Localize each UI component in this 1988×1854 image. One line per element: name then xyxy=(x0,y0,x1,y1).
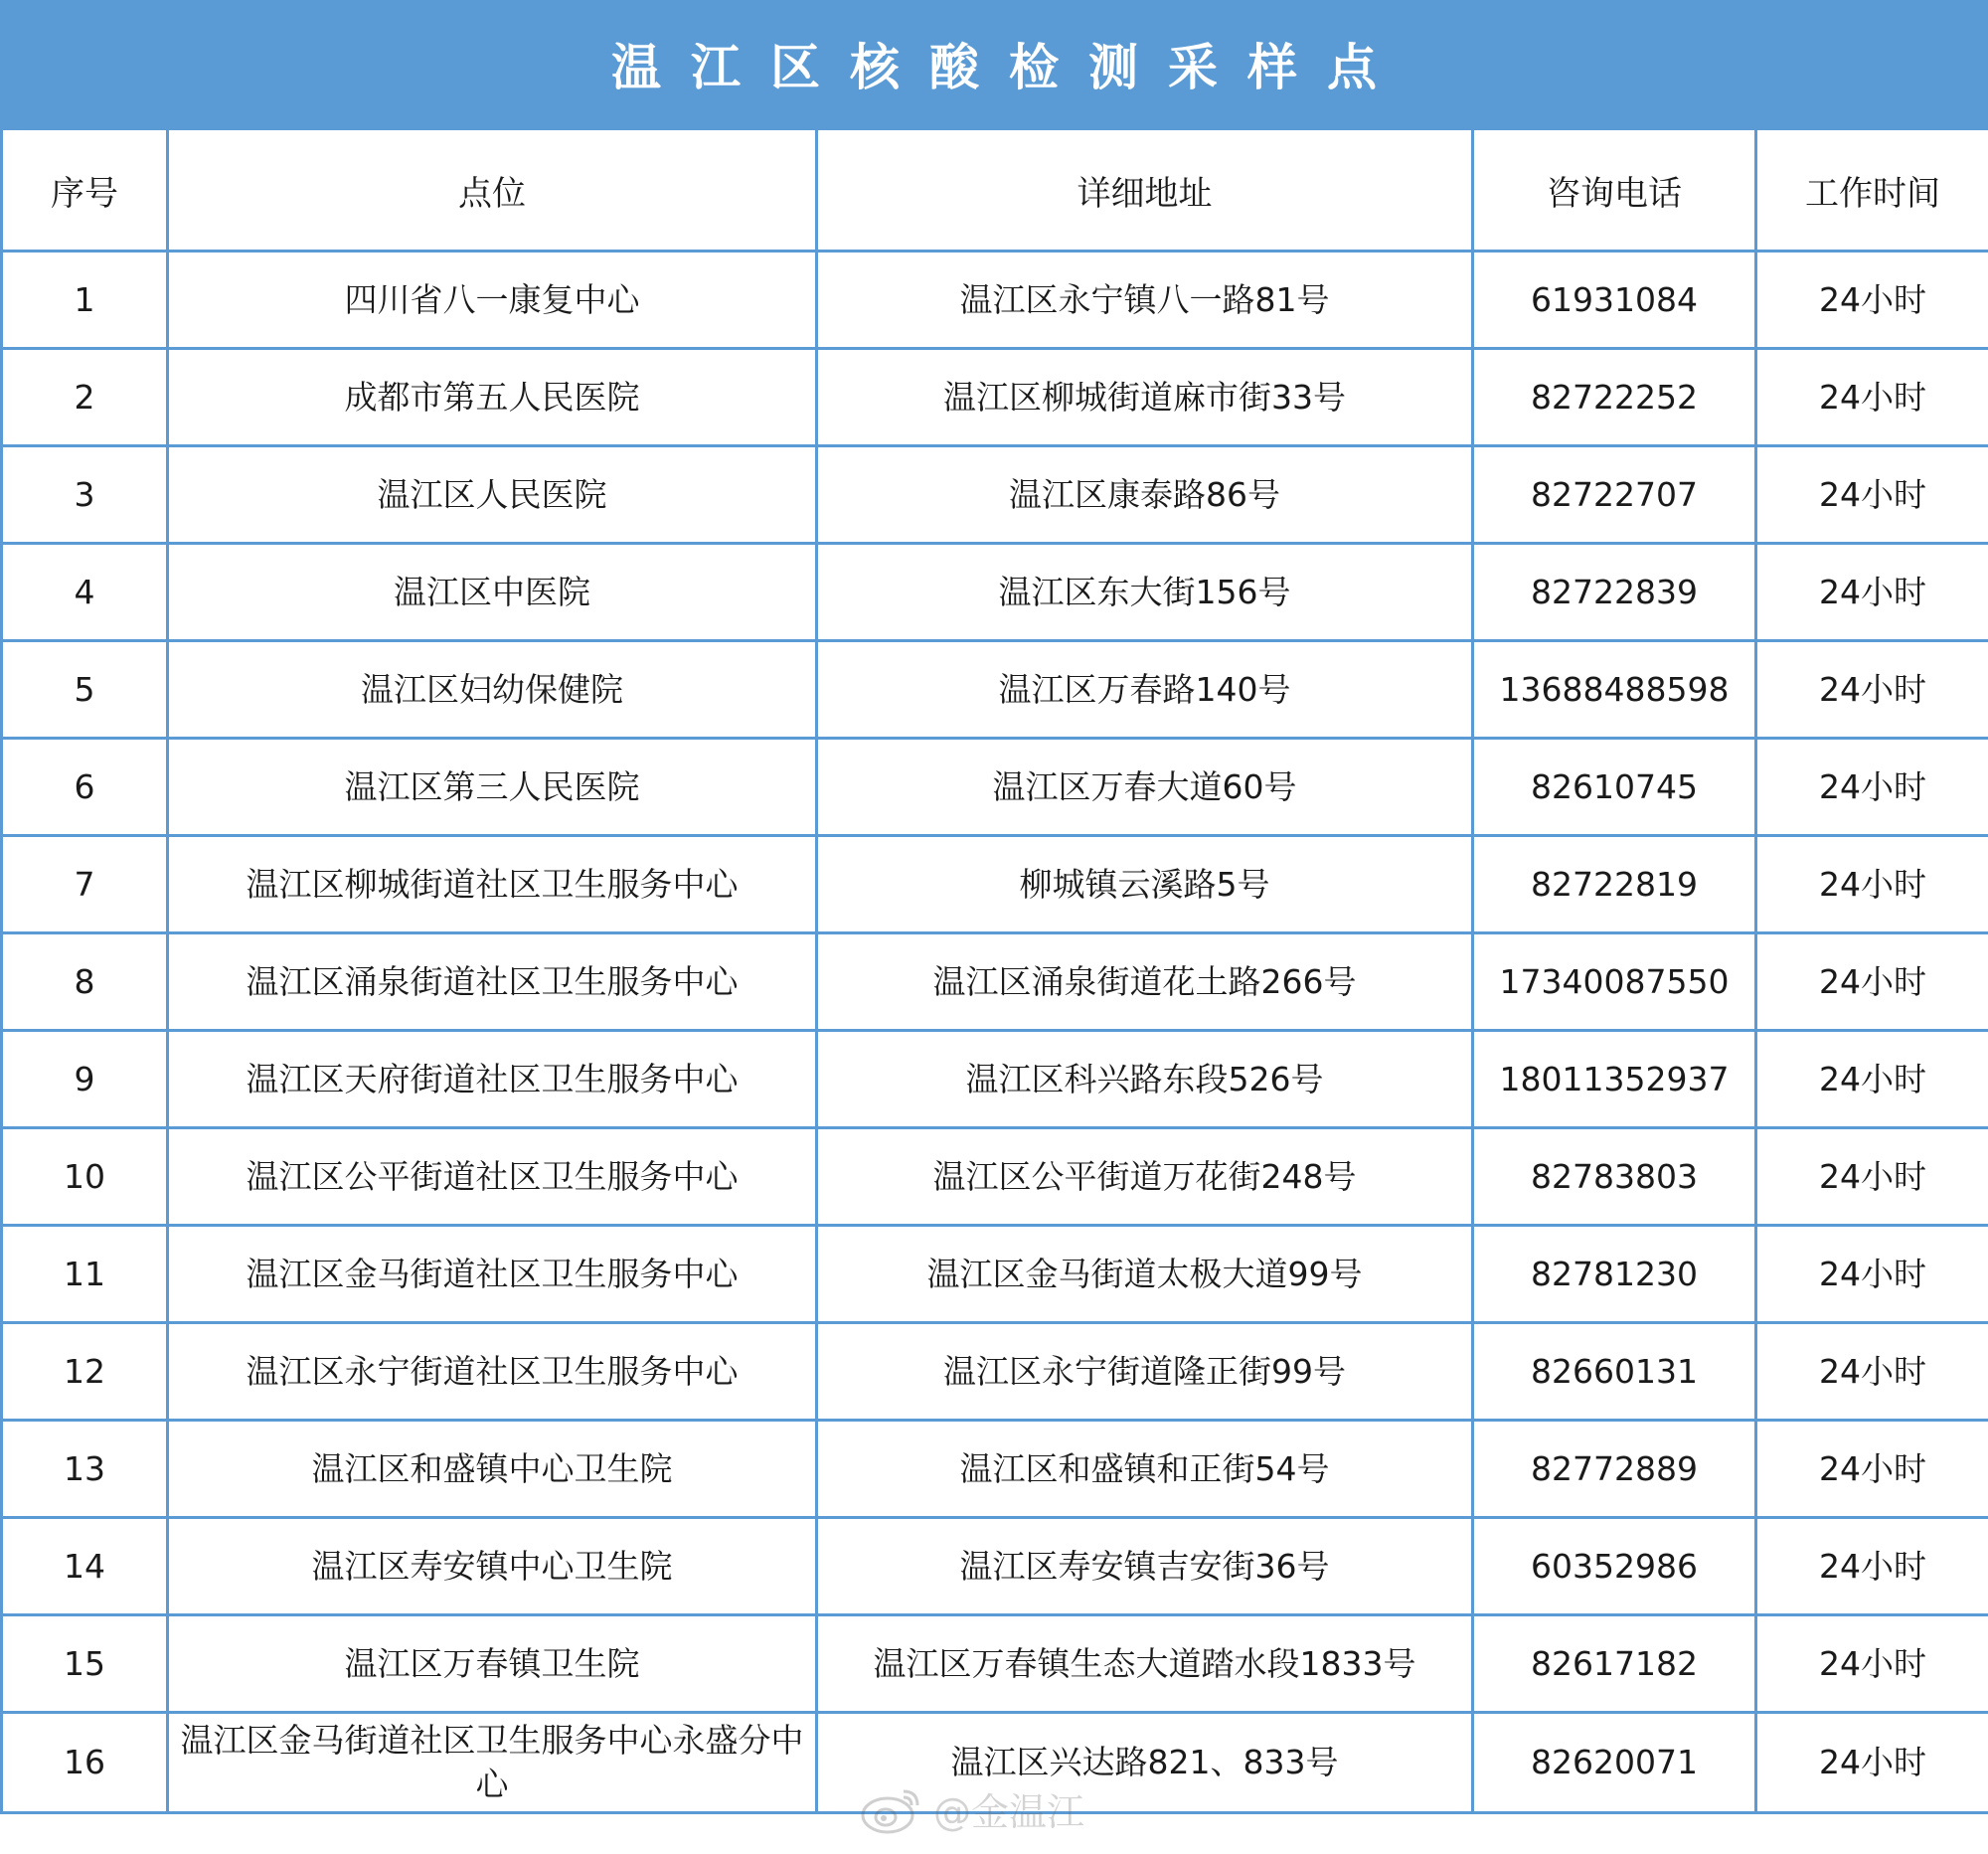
cell-phone: 82722839 xyxy=(1473,544,1756,641)
cell-site: 温江区第三人民医院 xyxy=(168,739,817,836)
cell-address: 温江区柳城街道麻市街33号 xyxy=(817,349,1473,446)
cell-phone: 82620071 xyxy=(1473,1713,1756,1813)
header-address: 详细地址 xyxy=(817,129,1473,252)
table-row xyxy=(2,252,1988,349)
cell-phone: 18011352937 xyxy=(1473,1031,1756,1128)
table-row xyxy=(2,1518,1988,1615)
table-row xyxy=(2,836,1988,933)
cell-hours: 24小时 xyxy=(1756,641,1988,739)
cell-phone: 82617182 xyxy=(1473,1615,1756,1713)
cell-hours: 24小时 xyxy=(1756,933,1988,1031)
cell-address: 温江区和盛镇和正街54号 xyxy=(817,1421,1473,1518)
cell-site: 温江区妇幼保健院 xyxy=(168,641,817,739)
table-row xyxy=(2,1421,1988,1518)
table-row xyxy=(2,544,1988,641)
cell-hours: 24小时 xyxy=(1756,1421,1988,1518)
cell-address: 温江区东大街156号 xyxy=(817,544,1473,641)
cell-phone: 82722819 xyxy=(1473,836,1756,933)
header-index: 序号 xyxy=(2,129,168,252)
cell-phone: 13688488598 xyxy=(1473,641,1756,739)
cell-phone: 17340087550 xyxy=(1473,933,1756,1031)
sampling-sites-table xyxy=(0,127,1988,1814)
cell-address: 温江区公平街道万花街248号 xyxy=(817,1128,1473,1226)
cell-phone: 61931084 xyxy=(1473,252,1756,349)
cell-hours: 24小时 xyxy=(1756,1713,1988,1813)
cell-index: 4 xyxy=(2,544,168,641)
cell-index: 7 xyxy=(2,836,168,933)
cell-phone: 82660131 xyxy=(1473,1323,1756,1421)
cell-site: 四川省八一康复中心 xyxy=(168,252,817,349)
cell-address: 温江区万春大道60号 xyxy=(817,739,1473,836)
table-row xyxy=(2,1615,1988,1713)
header-row xyxy=(2,129,1988,252)
table-row xyxy=(2,739,1988,836)
cell-site: 温江区公平街道社区卫生服务中心 xyxy=(168,1128,817,1226)
watermark-text: @金温江 xyxy=(933,1790,1085,1834)
table-row xyxy=(2,1031,1988,1128)
cell-site: 温江区金马街道社区卫生服务中心永盛分中心 xyxy=(168,1713,817,1813)
cell-address: 温江区兴达路821、833号 xyxy=(817,1713,1473,1813)
cell-hours: 24小时 xyxy=(1756,1128,1988,1226)
cell-phone: 60352986 xyxy=(1473,1518,1756,1615)
cell-phone: 82722707 xyxy=(1473,446,1756,544)
cell-address: 温江区万春路140号 xyxy=(817,641,1473,739)
cell-phone: 82610745 xyxy=(1473,739,1756,836)
cell-address: 柳城镇云溪路5号 xyxy=(817,836,1473,933)
table-row xyxy=(2,349,1988,446)
cell-hours: 24小时 xyxy=(1756,446,1988,544)
cell-site: 温江区万春镇卫生院 xyxy=(168,1615,817,1713)
cell-site: 温江区柳城街道社区卫生服务中心 xyxy=(168,836,817,933)
cell-site: 温江区永宁街道社区卫生服务中心 xyxy=(168,1323,817,1421)
cell-hours: 24小时 xyxy=(1756,1518,1988,1615)
cell-hours: 24小时 xyxy=(1756,349,1988,446)
cell-site: 温江区和盛镇中心卫生院 xyxy=(168,1421,817,1518)
cell-site: 温江区寿安镇中心卫生院 xyxy=(168,1518,817,1615)
page-title: 温江区核酸检测采样点 xyxy=(611,39,1407,96)
cell-hours: 24小时 xyxy=(1756,739,1988,836)
cell-index: 5 xyxy=(2,641,168,739)
cell-hours: 24小时 xyxy=(1756,1323,1988,1421)
cell-hours: 24小时 xyxy=(1756,1226,1988,1323)
cell-address: 温江区永宁镇八一路81号 xyxy=(817,252,1473,349)
table-row xyxy=(2,446,1988,544)
cell-address: 温江区寿安镇吉安街36号 xyxy=(817,1518,1473,1615)
cell-address: 温江区永宁街道隆正街99号 xyxy=(817,1323,1473,1421)
cell-hours: 24小时 xyxy=(1756,1615,1988,1713)
cell-index: 12 xyxy=(2,1323,168,1421)
cell-hours: 24小时 xyxy=(1756,252,1988,349)
cell-index: 2 xyxy=(2,349,168,446)
cell-hours: 24小时 xyxy=(1756,544,1988,641)
cell-phone: 82781230 xyxy=(1473,1226,1756,1323)
cell-address: 温江区科兴路东段526号 xyxy=(817,1031,1473,1128)
header-site: 点位 xyxy=(168,129,817,252)
table-row xyxy=(2,1128,1988,1226)
cell-site: 温江区人民医院 xyxy=(168,446,817,544)
cell-index: 16 xyxy=(2,1713,168,1813)
cell-index: 15 xyxy=(2,1615,168,1713)
header-hours: 工作时间 xyxy=(1756,129,1988,252)
cell-phone: 82783803 xyxy=(1473,1128,1756,1226)
cell-index: 13 xyxy=(2,1421,168,1518)
cell-site: 温江区涌泉街道社区卫生服务中心 xyxy=(168,933,817,1031)
cell-site: 成都市第五人民医院 xyxy=(168,349,817,446)
table-row xyxy=(2,933,1988,1031)
cell-site: 温江区天府街道社区卫生服务中心 xyxy=(168,1031,817,1128)
cell-hours: 24小时 xyxy=(1756,1031,1988,1128)
cell-phone: 82772889 xyxy=(1473,1421,1756,1518)
cell-hours: 24小时 xyxy=(1756,836,1988,933)
cell-index: 8 xyxy=(2,933,168,1031)
title-bar xyxy=(0,0,1988,127)
cell-index: 10 xyxy=(2,1128,168,1226)
header-phone: 咨询电话 xyxy=(1473,129,1756,252)
cell-site: 温江区金马街道社区卫生服务中心 xyxy=(168,1226,817,1323)
table-row xyxy=(2,1713,1988,1813)
cell-address: 温江区万春镇生态大道踏水段1833号 xyxy=(817,1615,1473,1713)
table-row xyxy=(2,1323,1988,1421)
table-row xyxy=(2,1226,1988,1323)
cell-index: 3 xyxy=(2,446,168,544)
cell-index: 1 xyxy=(2,252,168,349)
table-row xyxy=(2,641,1988,739)
cell-address: 温江区涌泉街道花土路266号 xyxy=(817,933,1473,1031)
cell-index: 9 xyxy=(2,1031,168,1128)
cell-address: 温江区康泰路86号 xyxy=(817,446,1473,544)
cell-phone: 82722252 xyxy=(1473,349,1756,446)
cell-index: 14 xyxy=(2,1518,168,1615)
cell-site: 温江区中医院 xyxy=(168,544,817,641)
cell-address: 温江区金马街道太极大道99号 xyxy=(817,1226,1473,1323)
cell-index: 11 xyxy=(2,1226,168,1323)
cell-index: 6 xyxy=(2,739,168,836)
